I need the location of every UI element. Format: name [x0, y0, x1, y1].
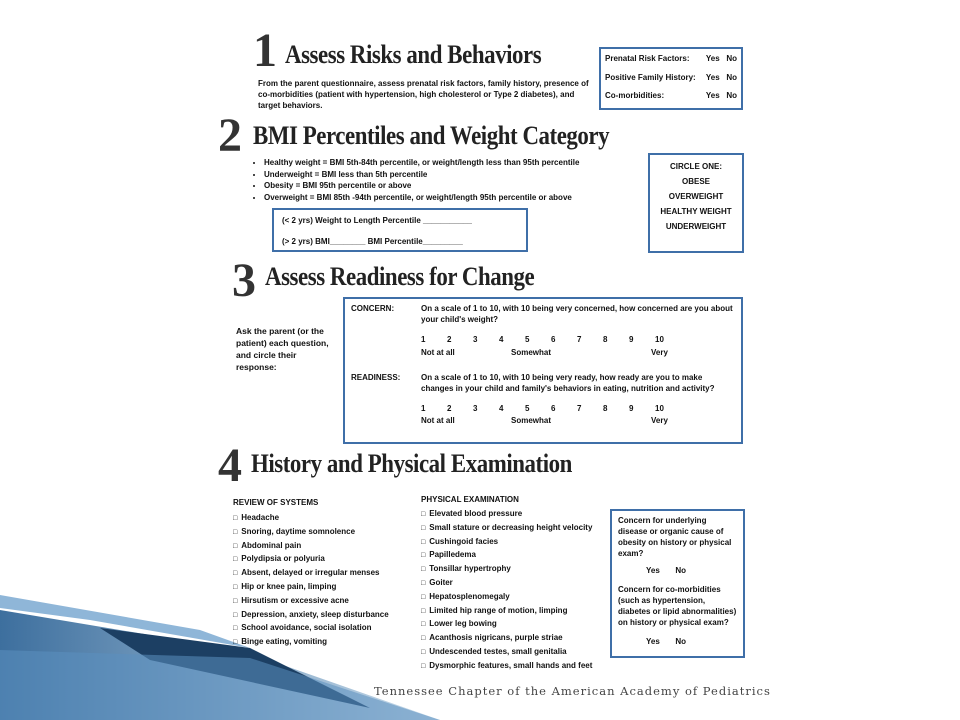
scale-value[interactable]: 1: [421, 335, 426, 344]
section-4-number: 4: [218, 439, 242, 492]
readiness-block: [351, 372, 735, 394]
ros-item[interactable]: □ Hirsutism or excessive acne: [233, 595, 413, 609]
concern-question: On a scale of 1 to 10, with 10 being very concerned, how concerned are you about your child's weight?: [421, 304, 733, 324]
pe-item[interactable]: □ Acanthosis nigricans, purple striae: [421, 632, 611, 646]
scale-value[interactable]: 7: [577, 335, 582, 344]
weight-category-box: [648, 153, 744, 253]
section-1-text: From the parent questionnaire, assess prenatal risk factors, family history, presence of co-morbidities (patient with hypertension, high cholesterol or Type 2 diabetes), and target behaviors.: [258, 79, 589, 110]
pe-item[interactable]: □ Dysmorphic features, small hands and feet: [421, 660, 611, 674]
footer-credit: Tennessee Chapter of the American Academy of Pediatrics: [374, 684, 771, 698]
readiness-label: READINESS:: [351, 372, 401, 382]
pe-item[interactable]: □ Elevated blood pressure: [421, 508, 611, 522]
category-option[interactable]: HEALTHY WEIGHT: [660, 207, 732, 216]
no-option[interactable]: No: [675, 566, 687, 575]
section-1-number: 1: [253, 24, 277, 77]
ros-item[interactable]: □ Binge eating, vomiting: [233, 636, 413, 650]
no-option[interactable]: No: [675, 636, 687, 646]
section-3-number: 3: [232, 254, 256, 307]
category-option[interactable]: UNDERWEIGHT: [665, 222, 727, 231]
yes-option[interactable]: Yes: [646, 636, 660, 646]
bmi-definition: • Underweight = BMI less than 5th percentile: [264, 169, 664, 181]
risk-factor-box: [599, 47, 743, 110]
bmi-definition: • Overweight = BMI 85th -94th percentile, or weight/length 95th percentile or above: [264, 192, 664, 204]
concern-anchors: Not at all Somewhat Very: [421, 347, 668, 357]
ros-item[interactable]: □ Abdominal pain: [233, 540, 413, 554]
pe-item[interactable]: □ Goiter: [421, 577, 611, 591]
ros-item[interactable]: □ School avoidance, social isolation: [233, 622, 413, 636]
ros-item[interactable]: □ Depression, anxiety, sleep disturbance: [233, 609, 413, 623]
scale-value[interactable]: 10: [655, 403, 664, 413]
ros-item[interactable]: □ Headache: [233, 512, 413, 526]
scale-value[interactable]: 2: [447, 335, 452, 344]
scale-value[interactable]: 8: [603, 335, 608, 344]
bmi-definition: • Healthy weight = BMI 5th-84th percentile, or weight/length less than 95th percentile: [264, 157, 664, 169]
section-3-title: Assess Readiness for Change: [265, 262, 535, 291]
section-4-title: History and Physical Examination: [251, 449, 572, 478]
bmi-definition: • Obesity = BMI 95th percentile or above: [264, 180, 664, 192]
scale-value[interactable]: 6: [551, 335, 556, 344]
scale-value[interactable]: 10: [655, 335, 664, 344]
bmi-definitions-list: [250, 157, 664, 203]
scale-value[interactable]: 3: [473, 403, 478, 413]
pe-title: PHYSICAL EXAMINATION: [421, 495, 519, 504]
section-1-title: Assess Risks and Behaviors: [285, 40, 542, 69]
risk-row: Co-morbidities: Yes No: [605, 91, 737, 100]
risk-row: Prenatal Risk Factors: Yes No: [605, 54, 737, 63]
risk-row: Positive Family History: Yes No: [605, 72, 737, 82]
comorbidity-question: Concern for co-morbidities (such as hypertension, diabetes or lipid abnormalities) on history or physical exam?: [618, 584, 737, 627]
concern-scale: [421, 334, 735, 347]
bmi-measure-box: [272, 208, 528, 252]
section-2-number: 2: [218, 109, 242, 162]
scale-value[interactable]: 5: [525, 335, 530, 344]
scale-value[interactable]: 7: [577, 403, 582, 413]
concern-questions-box: [610, 509, 745, 658]
category-option[interactable]: OBESE: [681, 177, 710, 186]
pe-item[interactable]: □ Lower leg bowing: [421, 618, 611, 632]
weight-length-line: (< 2 yrs) Weight to Length Percentile ___________: [282, 216, 472, 225]
pe-item[interactable]: □ Cushingoid facies: [421, 536, 611, 550]
organic-cause-answer: [646, 565, 737, 578]
readiness-instructions: Ask the parent (or the patient) each question, and circle their response:: [236, 326, 329, 372]
section-2-title: BMI Percentiles and Weight Category: [253, 121, 610, 150]
ros-title: REVIEW OF SYSTEMS: [233, 498, 319, 507]
scale-value[interactable]: 9: [629, 335, 634, 344]
pe-item[interactable]: □ Small stature or decreasing height velocity: [421, 522, 611, 536]
pe-item[interactable]: □ Papilledema: [421, 549, 611, 563]
yes-option[interactable]: Yes: [646, 566, 660, 575]
scale-value[interactable]: 5: [525, 403, 530, 413]
scale-value[interactable]: 6: [551, 403, 556, 413]
ros-item[interactable]: □ Hip or knee pain, limping: [233, 581, 413, 595]
comorbidity-answer: [646, 636, 737, 649]
concern-label: CONCERN:: [351, 304, 395, 313]
ros-item[interactable]: □ Snoring, daytime somnolence: [233, 526, 413, 540]
scale-value[interactable]: 9: [629, 403, 634, 413]
ros-item[interactable]: □ Polydipsia or polyuria: [233, 553, 413, 567]
circle-one-label: CIRCLE ONE:: [670, 162, 722, 171]
scale-value[interactable]: 4: [499, 403, 504, 413]
pe-item[interactable]: □ Undescended testes, small genitalia: [421, 646, 611, 660]
pe-item[interactable]: □ Hepatosplenomegaly: [421, 591, 611, 605]
readiness-box: [343, 297, 743, 444]
scale-value[interactable]: 8: [603, 403, 608, 413]
concern-block: [351, 303, 735, 325]
category-option[interactable]: OVERWEIGHT: [668, 192, 724, 201]
review-of-systems-list: [233, 512, 413, 650]
organic-cause-question: Concern for underlying disease or organic cause of obesity on history or physical exam?: [618, 516, 732, 558]
readiness-question: On a scale of 1 to 10, with 10 being very ready, how ready are you to make changes in your child and family's behaviors in eating, nutrition and activity?: [421, 372, 715, 393]
scale-value[interactable]: 4: [499, 335, 504, 344]
ros-item[interactable]: □ Absent, delayed or irregular menses: [233, 567, 413, 581]
physical-exam-list: [421, 508, 611, 674]
readiness-scale: [421, 403, 735, 416]
scale-value[interactable]: 2: [447, 403, 452, 413]
readiness-anchors: Not at all Somewhat Very: [421, 416, 668, 425]
pe-item[interactable]: □ Tonsillar hypertrophy: [421, 563, 611, 577]
bmi-line: (> 2 yrs) BMI________ BMI Percentile_________: [282, 236, 463, 246]
scale-value[interactable]: 3: [473, 335, 478, 344]
pe-item[interactable]: □ Limited hip range of motion, limping: [421, 605, 611, 619]
scale-value[interactable]: 1: [421, 403, 426, 413]
